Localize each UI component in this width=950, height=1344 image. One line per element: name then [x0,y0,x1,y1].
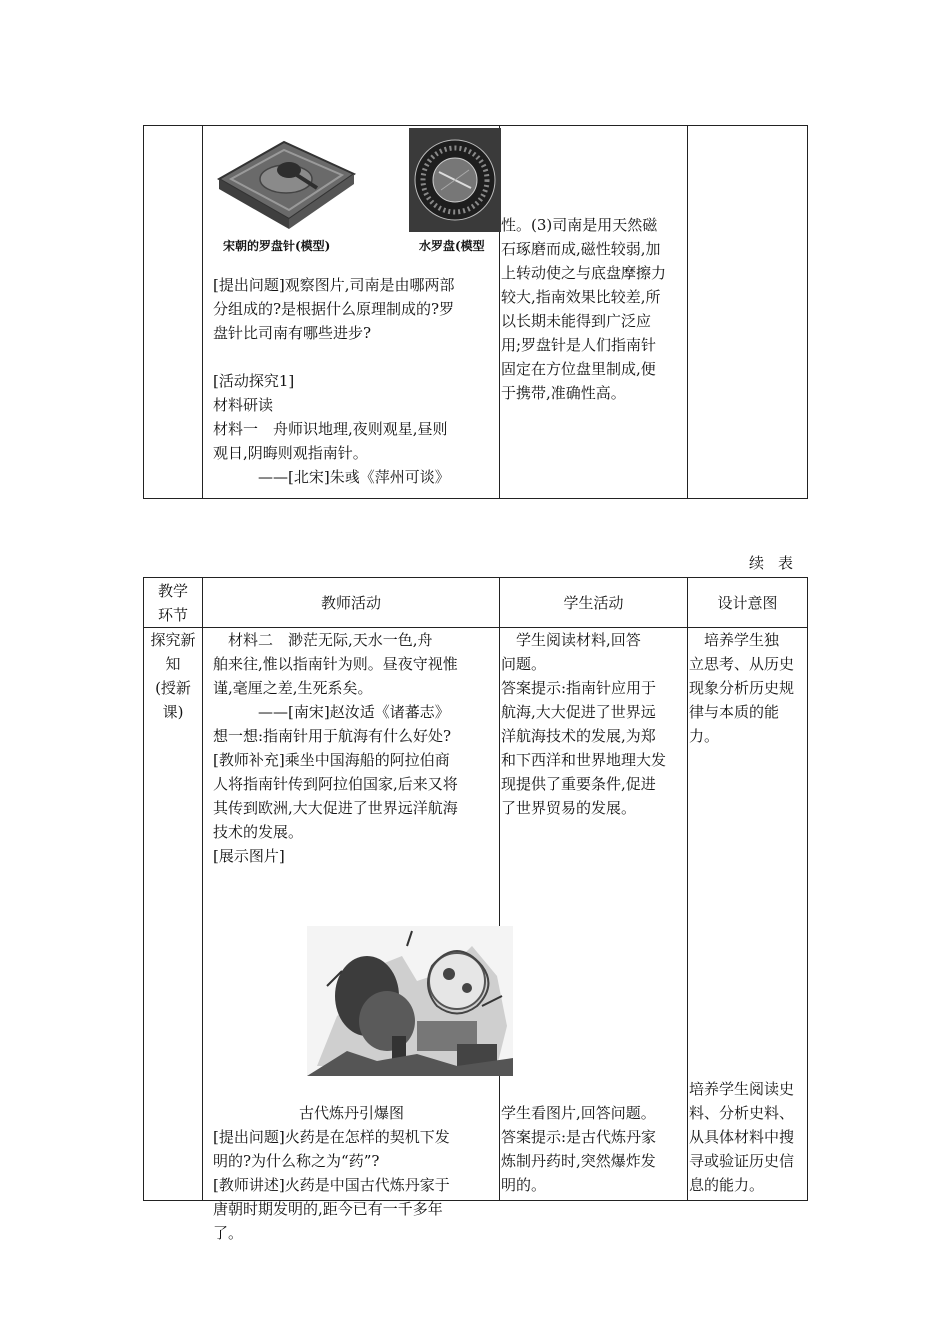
text-line: [展示图片] [213,847,285,865]
text-line: 观日,阴晦则观指南针。 [213,444,368,462]
teacher-text-bottom [213,1125,450,1245]
text-line: 问题。 [501,655,547,673]
stage-line: 探究新 [150,631,196,649]
text-line: 人将指南针传到阿拉伯国家,后来又将 [213,775,458,793]
top-student-cell [500,126,688,499]
song-compass-caption: 宋朝的罗盘针(模型) [223,239,331,253]
top-student-text [501,213,666,405]
text-line: 炼制丹药时,突然爆炸发 [501,1152,656,1170]
text-line: 以长期未能得到广泛应 [501,312,652,330]
alchemy-explosion-image [307,926,513,1076]
text-line: 技术的发展。 [213,823,304,841]
text-line: 谨,毫厘之差,生死系矣。 [213,679,373,697]
header-intent: 设计意图 [688,578,808,628]
text-line [213,345,454,369]
text-line: 唐朝时期发明的,距今已有一千多年 [213,1200,443,1218]
stage-line: 知 [165,655,181,673]
text-line: 想一想:指南针用于航海有什么好处? [213,727,452,745]
text-line: 力。 [689,727,720,745]
student-cell [500,628,688,1201]
text-line: [活动探究1] [213,372,295,390]
text-line: 学生阅读材料,回答 [501,631,641,649]
text-line: 用;罗盘针是人们指南针 [501,336,657,354]
text-line: [教师补充]乘坐中国海船的阿拉伯商 [213,751,450,769]
text-line: 石琢磨而成,磁性较弱,加 [501,240,661,258]
text-line: 了世界贸易的发展。 [501,799,637,817]
text-line: [提出问题]火药是在怎样的契机下发 [213,1128,450,1146]
text-line: 培养学生阅读史 [689,1080,795,1098]
text-line: 上转动使之与底盘摩擦力 [501,264,667,282]
teacher-cell [203,628,500,1242]
lesson-table [143,577,808,1242]
text-line: 材料研读 [213,396,274,414]
text-line: 舶来往,惟以指南针为则。昼夜守视惟 [213,655,458,673]
top-intent-cell [688,126,808,499]
text-line: 和下西洋和世界地理大发 [501,751,667,769]
alchemy-caption: 古代炼丹引爆图 [298,1104,404,1122]
text-line: 明的?为什么称之为“药”? [213,1152,380,1170]
text-line: 其传到欧洲,大大促进了世界远洋航海 [213,799,458,817]
text-line: 了。 [213,1224,244,1242]
text-line: 律与本质的能 [689,703,780,721]
header-student: 学生活动 [500,578,688,628]
text-line: 明的。 [501,1176,547,1194]
continued-label: 续表 [748,554,807,572]
text-line: 材料二 渺茫无际,天水一色,舟 [213,631,433,649]
text-line: 立思考、从历史 [689,655,795,673]
top-table [143,125,808,499]
text-line: 学生看图片,回答问题。 [501,1104,656,1122]
text-line: 于携带,准确性高。 [501,384,626,402]
teacher-text-top [213,628,458,868]
top-stage-cell [144,126,203,499]
text-line: 较大,指南效果比较差,所 [501,288,661,306]
song-compass-image [209,134,359,234]
stage-cell [144,628,203,1201]
text-line: ——[北宋]朱彧《萍州可谈》 [213,468,450,486]
top-teacher-text [213,273,454,489]
header-teacher: 教师活动 [203,578,500,628]
text-line: 现提供了重要条件,促进 [501,775,656,793]
text-line: 答案提示:指南针应用于 [501,679,657,697]
text-line: 固定在方位盘里制成,便 [501,360,656,378]
text-line: 寻或验证历史信 [689,1152,795,1170]
intent-cell [688,628,808,1201]
text-line: 料、分析史料、 [689,1104,795,1122]
stage-line: 课) [162,703,184,721]
top-teacher-cell [203,126,500,499]
text-line: 从具体材料中搜 [689,1128,795,1146]
header-stage: 教学环节 [144,578,203,628]
intent-text-top [689,628,794,748]
text-line: 息的能力。 [689,1176,765,1194]
intent-text-bottom [689,1077,794,1197]
water-compass-caption: 水罗盘(模型 [419,239,485,253]
water-compass-image [409,128,501,232]
text-line: 材料一 舟师识地理,夜则观星,昼则 [213,420,448,438]
text-line: [教师讲述]火药是中国古代炼丹家于 [213,1176,450,1194]
student-text-bottom [501,1101,656,1197]
text-line: [提出问题]观察图片,司南是由哪两部 [213,276,455,294]
text-line: 现象分析历史规 [689,679,795,697]
text-line: 答案提示:是古代炼丹家 [501,1128,657,1146]
text-line: 盘针比司南有哪些进步? [213,324,372,342]
stage-line: (授新 [155,679,191,697]
text-line: 航海,大大促进了世界远 [501,703,656,721]
text-line: 培养学生独 [689,631,780,649]
student-text-top [501,628,666,820]
text-line: 性。(3)司南是用天然磁 [501,216,658,234]
text-line: ——[南宋]赵汝适《诸蕃志》 [213,703,450,721]
text-line: 洋航海技术的发展,为郑 [501,727,656,745]
text-line: 分组成的?是根据什么原理制成的?罗 [213,300,455,318]
